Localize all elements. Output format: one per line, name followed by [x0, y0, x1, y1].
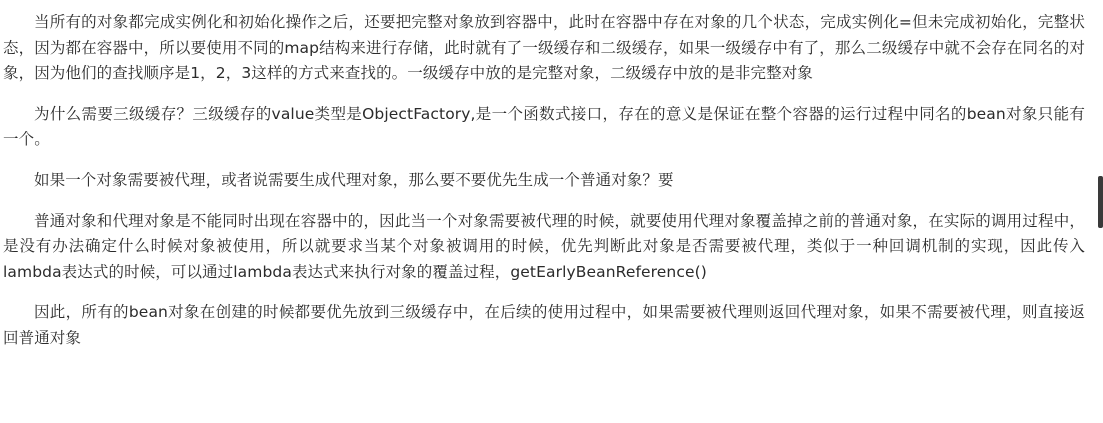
paragraph-why-third-level-cache: 为什么需要三级缓存？三级缓存的value类型是ObjectFactory,是一个函数式接口，存在的意义是保证在整个容器的运行过程中同名的bean对象只能有一个。	[3, 104, 1085, 149]
scrollbar-thumb[interactable]	[1098, 176, 1103, 228]
paragraph-instantiation-states: 当所有的对象都完成实例化和初始化操作之后，还要把完整对象放到容器中，此时在容器中存在对象的几个状态，完成实例化=但未完成初始化，完整状态，因为都在容器中，所以要使用不同的map结构来进行存储，此时就有了一级缓存和二级缓存，如果一级缓存中有了，那么二级缓存中就不会存在同名的对象，因为他们的查找顺序是1，2，3这样的方式来查找的。一级缓存中放的是完整对象，二级缓存中放的是非完整对象	[3, 13, 1085, 83]
paragraph-proxy-override: 普通对象和代理对象是不能同时出现在容器中的，因此当一个对象需要被代理的时候，就要使用代理对象覆盖掉之前的普通对象，在实际的调用过程中，是没有办法确定什么时候对象被使用，所以就要求当某个对象被调用的时候，优先判断此对象是否需要被代理，类似于一种回调机制的实现，因此传入lambda表达式的时候，可以通过lambda表达式来执行对象的覆盖过程，getEarlyBeanReference()	[3, 211, 1085, 281]
paragraph-proxy-question: 如果一个对象需要被代理，或者说需要生成代理对象，那么要不要优先生成一个普通对象？要	[34, 170, 674, 189]
paragraph-conclusion: 因此，所有的bean对象在创建的时候都要优先放到三级缓存中，在后续的使用过程中，如果需要被代理则返回代理对象，如果不需要被代理，则直接返回普通对象	[3, 303, 1085, 347]
document-body	[3, 10, 1085, 367]
